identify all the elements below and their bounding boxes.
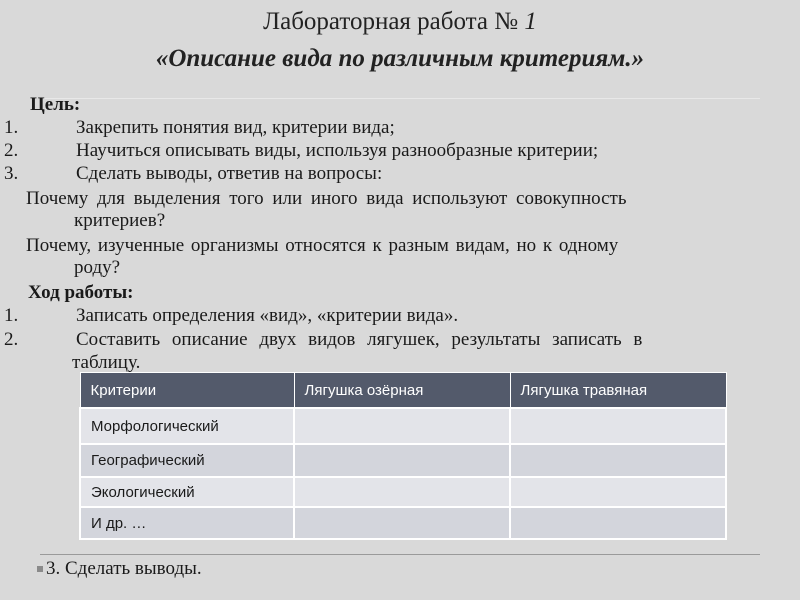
goal-item-1: Закрепить понятия вид, критерии вида; <box>76 117 395 138</box>
progress-item-2-line1: Составить описание двух видов лягушек, результаты записать в <box>76 329 643 350</box>
question-2-line2: роду? <box>74 257 121 278</box>
goal-heading: Цель: <box>30 94 81 115</box>
slide-title-line2: «Описание вида по различным критериям.» <box>155 45 645 72</box>
table-cell <box>294 507 510 539</box>
table-cell <box>510 408 726 444</box>
table-header-row <box>80 373 726 409</box>
table-cell <box>294 477 510 507</box>
table-row <box>80 507 726 539</box>
final-step: 3. Сделать выводы. <box>46 558 202 579</box>
progress-item-2-line2: таблицу. <box>72 352 141 373</box>
criteria-table <box>79 372 727 540</box>
table-cell-criterion: Морфологический <box>80 408 294 444</box>
table-row <box>80 444 726 477</box>
table-header-lake-frog: Лягушка озёрная <box>294 373 510 409</box>
question-2-line1: Почему, изученные организмы относятся к разным видам, но к одному <box>26 235 619 256</box>
bullet-marker <box>37 566 43 572</box>
table-row <box>80 477 726 507</box>
divider <box>40 98 760 99</box>
table-cell <box>510 507 726 539</box>
goal-item-2: Научиться описывать виды, используя разнообразные критерии; <box>76 140 599 161</box>
table-cell <box>294 408 510 444</box>
goal-item-1-number: 1. <box>4 117 19 138</box>
table-header-grass-frog: Лягушка травяная <box>510 373 726 409</box>
table-row <box>80 408 726 444</box>
goal-item-3: Сделать выводы, ответив на вопросы: <box>76 163 383 184</box>
progress-item-1: Записать определения «вид», «критерии вида». <box>76 305 459 326</box>
progress-item-1-number: 1. <box>4 305 19 326</box>
progress-heading: Ход работы: <box>28 282 134 303</box>
table-cell <box>294 444 510 477</box>
slide-title-line1 <box>0 8 800 36</box>
progress-item-2-number: 2. <box>4 329 19 350</box>
goal-item-2-number: 2. <box>4 140 19 161</box>
bottom-divider <box>40 554 760 555</box>
table-header-criteria: Критерии <box>80 373 294 409</box>
table-cell-criterion: Географический <box>80 444 294 477</box>
table-cell <box>510 444 726 477</box>
table-cell-criterion: И др. … <box>80 507 294 539</box>
table-cell-criterion: Экологический <box>80 477 294 507</box>
table-cell <box>510 477 726 507</box>
question-1-line2: критериев? <box>74 210 166 231</box>
goal-item-3-number: 3. <box>4 163 19 184</box>
title-prefix: Лабораторная работа № <box>263 8 525 35</box>
title-number: 1 <box>524 8 537 35</box>
question-1-line1: Почему для выделения того или иного вида используют совокупность <box>26 188 627 209</box>
